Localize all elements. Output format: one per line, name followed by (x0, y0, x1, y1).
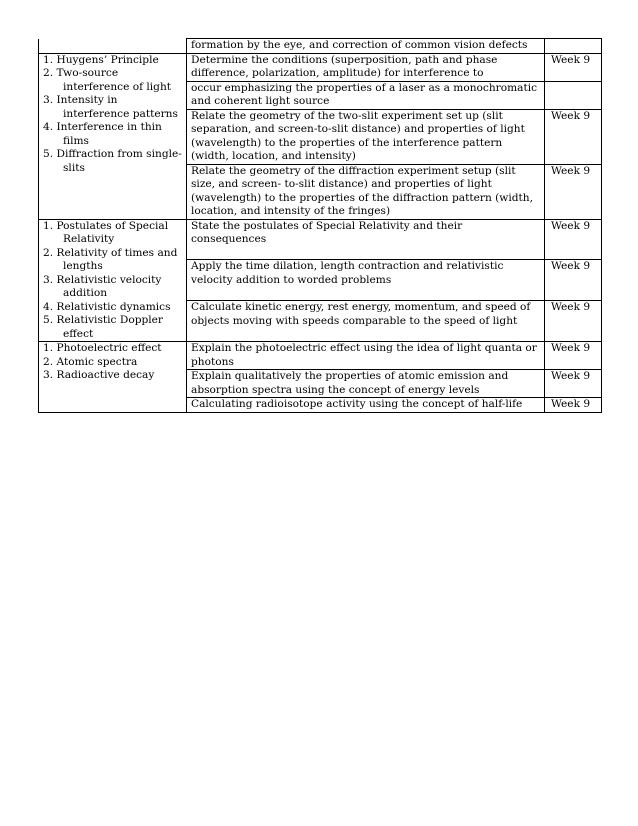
curriculum-table (38, 38, 602, 413)
competency-cell: occur emphasizing the properties of a laser as a monochromatic and coherent light source (187, 81, 545, 109)
topic-item: 1. Postulates of Special Relativity (43, 219, 169, 245)
topic-item: 1. Photoelectric effect (43, 342, 162, 354)
duration-cell: Week 9 (545, 370, 602, 398)
topic-item: 4. Relativistic dynamics (43, 300, 171, 313)
competency-cell: Determine the conditions (superposition, path and phase difference, polarization, amplitude) for interference to (187, 53, 545, 81)
table-row (39, 39, 602, 54)
topic-list (43, 342, 182, 383)
duration-cell: Week 9 (545, 301, 602, 342)
duration-cell: Week 9 (545, 219, 602, 260)
duration-cell: Week 9 (545, 260, 602, 301)
topic-item: 3. Intensity in interference patterns (43, 94, 178, 120)
competency-cell: Calculating radioisotope activity using the concept of half-life (187, 398, 545, 413)
competency-cell: Explain qualitatively the properties of atomic emission and absorption spectra using the concept of energy levels (187, 370, 545, 398)
table-row (39, 53, 602, 81)
duration-cell (545, 39, 602, 54)
topic-item: 2. Atomic spectra (43, 355, 138, 368)
competency-cell: State the postulates of Special Relativity and their consequences (187, 219, 545, 260)
competency-cell: Apply the time dilation, length contraction and relativistic velocity addition to worded problems (187, 260, 545, 301)
duration-cell: Week 9 (545, 164, 602, 219)
duration-cell: Week 9 (545, 342, 602, 370)
topic-item: 3. Relativistic velocity addition (43, 273, 162, 299)
competency-cell: formation by the eye, and correction of common vision defects (187, 39, 545, 54)
competency-cell: Relate the geometry of the two-slit experiment set up (slit separation, and screen-to-slit distance) and properties of light (wavelength) to the properties of the interference pattern (width, location, and intensity) (187, 109, 545, 164)
topics-cell (39, 219, 187, 342)
topic-item: 3. Radioactive decay (43, 369, 155, 381)
table-row (39, 219, 602, 260)
topic-item: 4. Interference in thin films (43, 121, 162, 147)
topic-list (43, 54, 182, 176)
topic-item: 2. Relativity of times and lengths (43, 246, 178, 272)
competency-cell: Relate the geometry of the diffraction experiment setup (slit size, and screen- to-slit distance) and properties of light (wavelength) to the properties of the diffraction pattern (width, location, and intensity of the fringes) (187, 164, 545, 219)
topic-item: 2. Two-source interference of light (43, 67, 172, 93)
duration-cell (545, 81, 602, 109)
duration-cell: Week 9 (545, 109, 602, 164)
topics-cell (39, 39, 187, 54)
topic-item: 5. Diffraction from single-slits (43, 148, 182, 174)
competency-cell: Explain the photoelectric effect using the idea of light quanta or photons (187, 342, 545, 370)
duration-cell: Week 9 (545, 53, 602, 81)
competency-cell: Calculate kinetic energy, rest energy, momentum, and speed of objects moving with speeds comparable to the speed of light (187, 301, 545, 342)
table-row (39, 342, 602, 370)
topic-item: 5. Relativistic Doppler effect (43, 314, 163, 340)
topics-cell (39, 53, 187, 219)
topics-cell (39, 342, 187, 413)
topic-list (43, 220, 182, 342)
duration-cell: Week 9 (545, 398, 602, 413)
topic-item: 1. Huygens’ Principle (43, 53, 159, 66)
